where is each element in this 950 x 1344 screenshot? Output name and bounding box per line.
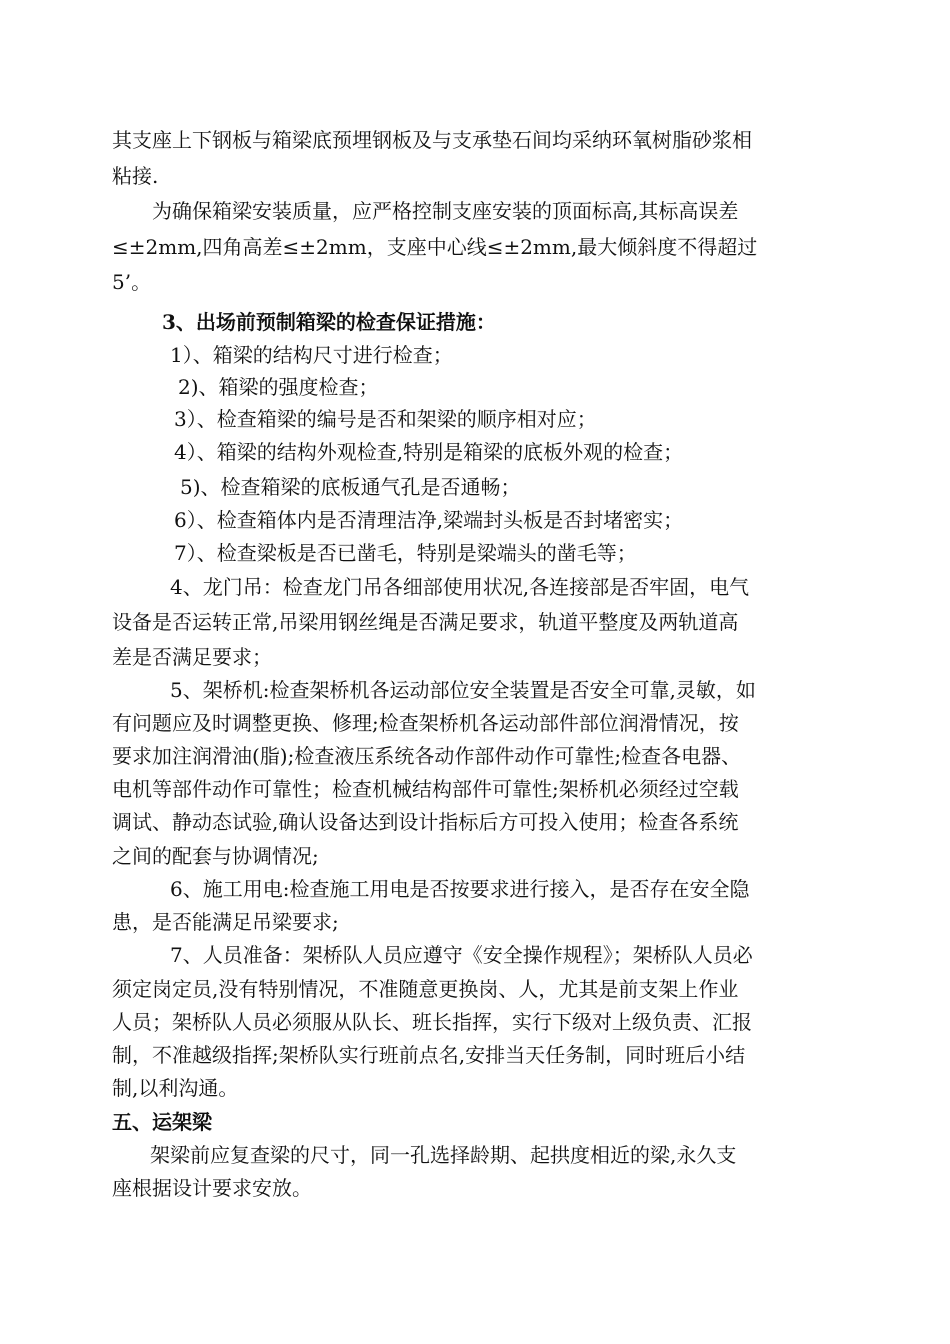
text-line: 要求加注润滑油(脂);检查液压系统各动作部件动作可靠性;检查各电器、: [112, 744, 742, 768]
list-item: 1）、箱梁的结构尺寸进行检查；: [170, 343, 453, 367]
text-line: 7、人员准备：架桥队人员应遵守《安全操作规程》；架桥队人员必: [170, 943, 753, 967]
text-line: 粘接.: [112, 164, 159, 188]
text-line: 人员；架桥队人员必须服从队长、班长指挥，实行下级对上级负责、汇报: [112, 1010, 752, 1034]
text-line: 架梁前应复查梁的尺寸，同一孔选择龄期、起拱度相近的梁,永久支: [150, 1143, 737, 1167]
list-item: 4）、箱梁的结构外观检查,特别是箱梁的底板外观的检查；: [174, 440, 684, 464]
text-line: 差是否满足要求；: [112, 645, 272, 669]
text-line: 为确保箱梁安装质量，应严格控制支座安装的顶面标高,其标高误差: [152, 199, 739, 223]
list-item: 3）、检查箱梁的编号是否和架梁的顺序相对应；: [174, 407, 597, 431]
text-line: 制，不准越级指挥;架桥队实行班前点名,安排当天任务制，同时班后小结: [112, 1043, 746, 1067]
list-item: 5)、检查箱梁的底板通气孔是否通畅；: [180, 475, 521, 499]
text-line: 其支座上下钢板与箱梁底预埋钢板及与支承垫石间均采纳环氧树脂砂浆相: [112, 128, 752, 152]
text-line: 患，是否能满足吊梁要求;: [112, 910, 339, 934]
text-line: 6、施工用电:检查施工用电是否按要求进行接入，是否存在安全隐: [170, 877, 750, 901]
text-line: 5、架桥机:检查架桥机各运动部位安全装置是否安全可靠,灵敏，如: [170, 678, 756, 702]
section-heading: 3、出场前预制箱梁的检查保证措施：: [162, 310, 496, 334]
text-line: 有问题应及时调整更换、修理;检查架桥机各运动部件部位润滑情况，按: [112, 711, 739, 735]
text-line: 座根据设计要求安放。: [112, 1176, 312, 1200]
text-line: 制,以利沟通。: [112, 1076, 239, 1100]
list-item: 6）、检查箱体内是否清理洁净,梁端封头板是否封堵密实；: [174, 508, 684, 532]
list-item: 2)、箱梁的强度检查；: [178, 375, 379, 399]
text-line: 电机等部件动作可靠性；检查机械结构部件可靠性;架桥机必须经过空载: [112, 777, 739, 801]
text-line: ≤±2mm,四角高差≤±2mm，支座中心线≤±2mm,最大倾斜度不得超过: [112, 235, 758, 259]
text-line: 4、龙门吊：检查龙门吊各细部使用状况,各连接部是否牢固，电气: [170, 575, 750, 599]
list-item: 7）、检查梁板是否已凿毛，特别是梁端头的凿毛等；: [174, 541, 637, 565]
text-line: 5’。: [112, 270, 152, 294]
text-line: 之间的配套与协调情况;: [112, 844, 319, 868]
text-line: 须定岗定员,没有特别情况，不准随意更换岗、人，尤其是前支架上作业: [112, 977, 739, 1001]
text-line: 设备是否运转正常,吊梁用钢丝绳是否满足要求，轨道平整度及两轨道高: [112, 610, 739, 634]
section-heading: 五、运架梁: [112, 1110, 212, 1134]
text-line: 调试、静动态试验,确认设备达到设计指标后方可投入使用；检查各系统: [112, 810, 739, 834]
